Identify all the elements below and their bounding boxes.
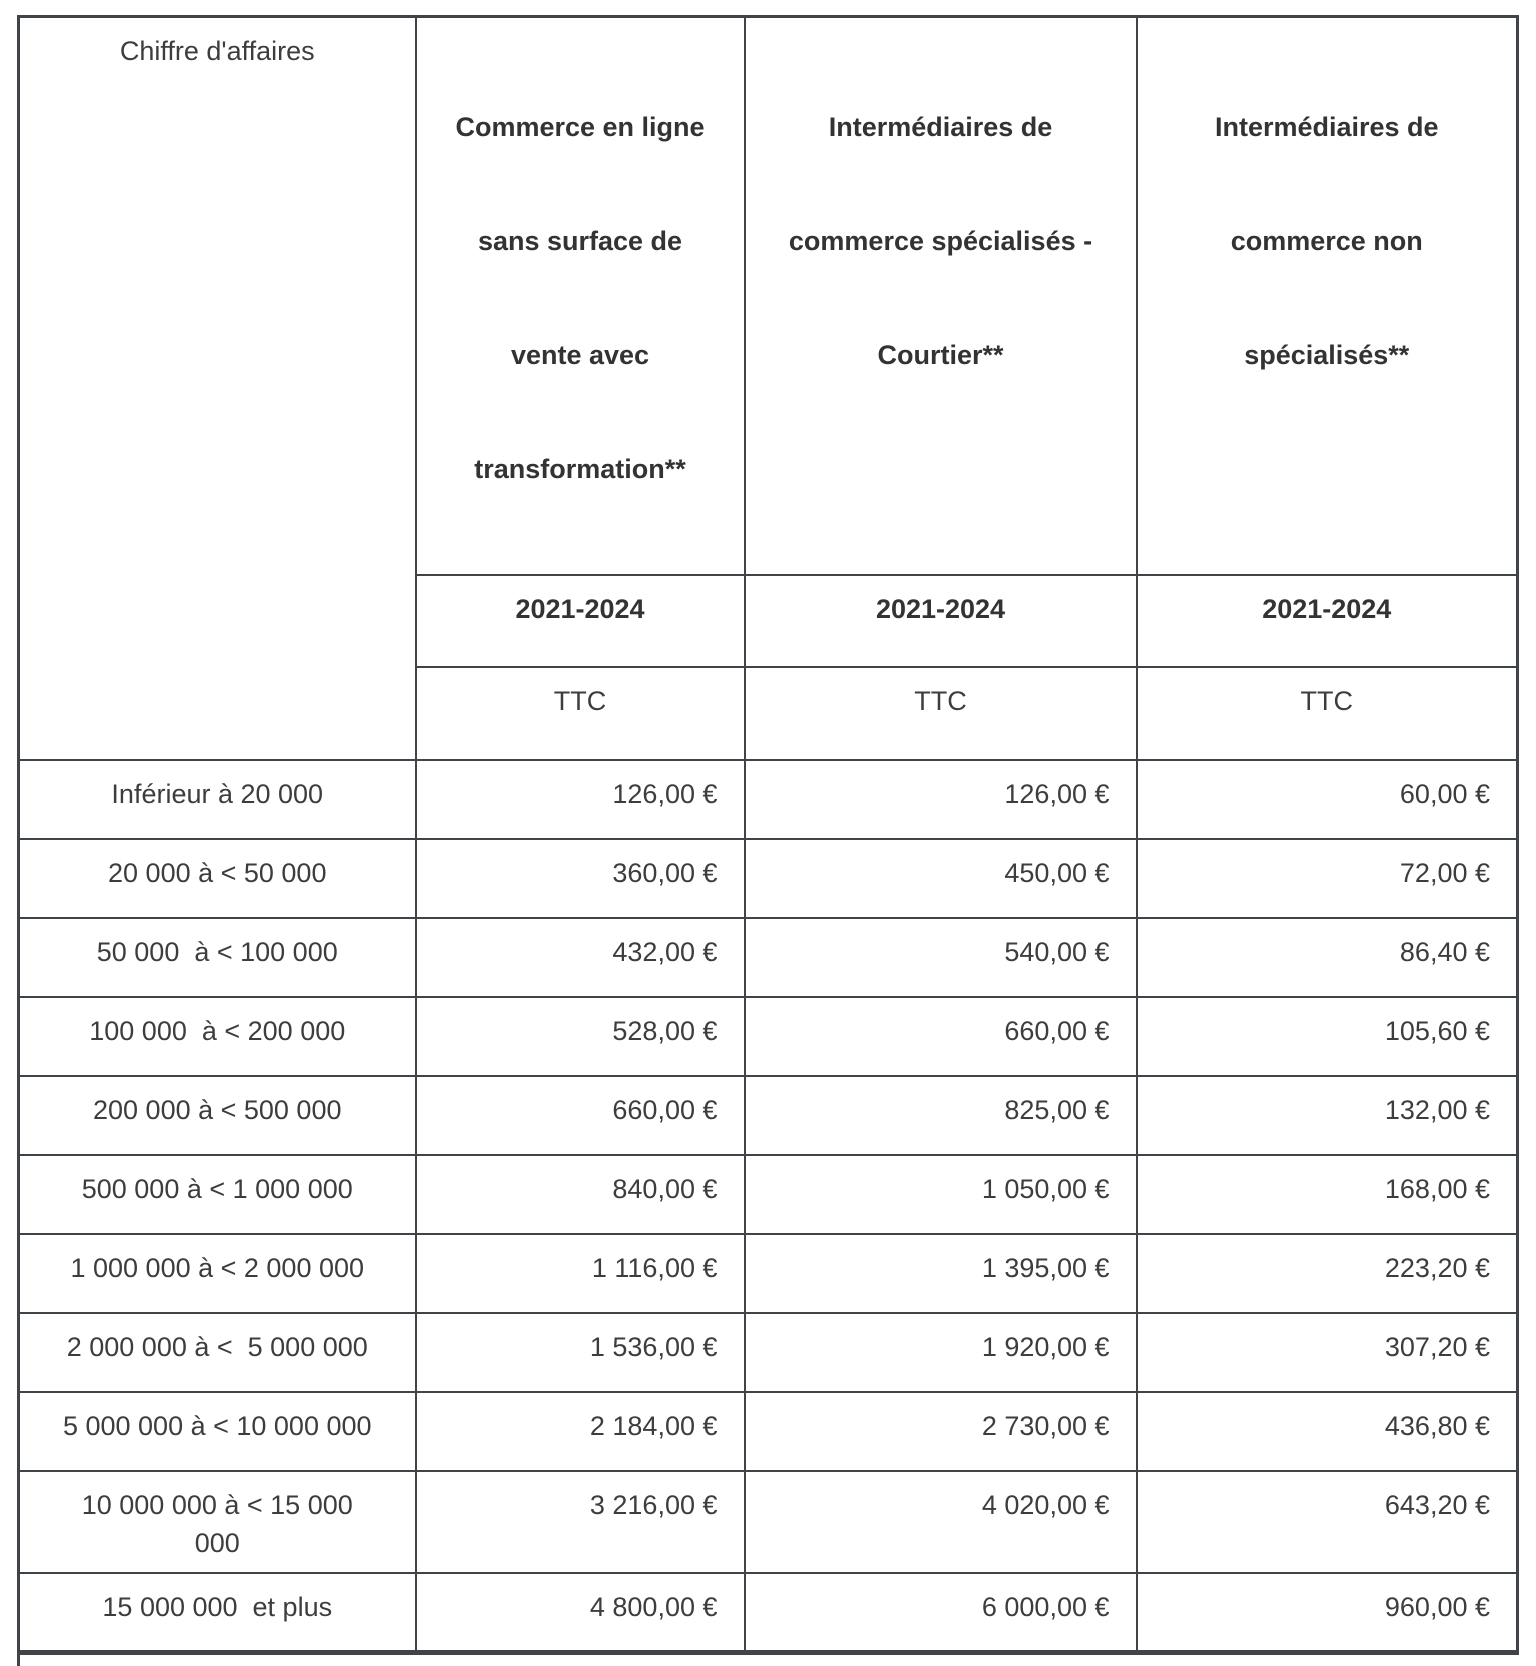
revenue-range-cell: 1 000 000 à < 2 000 000 (19, 1234, 416, 1313)
revenue-range-cell: 50 000 à < 100 000 (19, 918, 416, 997)
price-cell: 1 395,00 € (745, 1234, 1137, 1313)
table-row (19, 997, 1518, 1076)
corner-header-chiffre-daffaires: Chiffre d'affaires (19, 17, 416, 761)
revenue-range-cell: 200 000 à < 500 000 (19, 1076, 416, 1155)
price-cell: 960,00 € (1137, 1573, 1518, 1652)
price-cell: 72,00 € (1137, 839, 1518, 918)
price-cell: 1 920,00 € (745, 1313, 1137, 1392)
revenue-range-cell: 15 000 000 et plus (19, 1573, 416, 1652)
table-row (19, 1076, 1518, 1155)
price-cell: 840,00 € (416, 1155, 745, 1234)
title-line: commerce non (1230, 226, 1423, 256)
price-cell: 223,20 € (1137, 1234, 1518, 1313)
price-cell: 105,60 € (1137, 997, 1518, 1076)
price-cell: 1 536,00 € (416, 1313, 745, 1392)
period-cell: 2021-2024 (416, 575, 745, 667)
price-cell: 360,00 € (416, 839, 745, 918)
revenue-range-cell: Inférieur à 20 000 (19, 760, 416, 839)
title-line: spécialisés** (1244, 340, 1410, 370)
price-cell: 2 184,00 € (416, 1392, 745, 1471)
price-cell: 126,00 € (745, 760, 1137, 839)
price-cell: 450,00 € (745, 839, 1137, 918)
table-row (19, 1392, 1518, 1471)
tax-label-cell: TTC (745, 667, 1137, 760)
price-cell: 660,00 € (416, 1076, 745, 1155)
table-row (19, 760, 1518, 839)
price-cell: 643,20 € (1137, 1471, 1518, 1573)
revenue-range-cell: 5 000 000 à < 10 000 000 (19, 1392, 416, 1471)
price-cell: 660,00 € (745, 997, 1137, 1076)
price-cell: 2 730,00 € (745, 1392, 1137, 1471)
price-cell: 825,00 € (745, 1076, 1137, 1155)
title-line: Commerce en ligne (455, 112, 705, 142)
revenue-range-cell: 2 000 000 à < 5 000 000 (19, 1313, 416, 1392)
price-cell: 432,00 € (416, 918, 745, 997)
revenue-range-cell: 20 000 à < 50 000 (19, 839, 416, 918)
table-row (19, 1234, 1518, 1313)
revenue-range-cell: 500 000 à < 1 000 000 (19, 1155, 416, 1234)
table-row (19, 1313, 1518, 1392)
title-line: Courtier** (877, 340, 1004, 370)
column-header-intermediaires-specialises (745, 17, 1137, 576)
title-line: Intermédiaires de (828, 112, 1053, 142)
next-row-cutoff-fragment (17, 1655, 420, 1666)
title-line: Intermédiaires de (1214, 112, 1439, 142)
column-header-commerce-en-ligne (416, 17, 745, 576)
title-line: vente avec (510, 340, 650, 370)
price-cell: 307,20 € (1137, 1313, 1518, 1392)
table-row (19, 918, 1518, 997)
price-cell: 4 020,00 € (745, 1471, 1137, 1573)
tax-label-cell: TTC (1137, 667, 1518, 760)
price-cell: 6 000,00 € (745, 1573, 1137, 1652)
price-cell: 132,00 € (1137, 1076, 1518, 1155)
column-header-intermediaires-non-specialises (1137, 17, 1518, 576)
price-cell: 60,00 € (1137, 760, 1518, 839)
period-cell: 2021-2024 (1137, 575, 1518, 667)
table-row (19, 1471, 1518, 1573)
price-cell: 86,40 € (1137, 918, 1518, 997)
price-cell: 528,00 € (416, 997, 745, 1076)
revenue-range-cell: 100 000 à < 200 000 (19, 997, 416, 1076)
pricing-table (17, 15, 1519, 1655)
price-cell: 126,00 € (416, 760, 745, 839)
table-row (19, 1573, 1518, 1652)
revenue-range-cell: 10 000 000 à < 15 000 000 (19, 1471, 416, 1573)
price-cell: 436,80 € (1137, 1392, 1518, 1471)
header-row-categories (19, 17, 1518, 576)
price-cell: 1 050,00 € (745, 1155, 1137, 1234)
price-cell: 168,00 € (1137, 1155, 1518, 1234)
title-line: transformation** (474, 454, 686, 484)
price-cell: 1 116,00 € (416, 1234, 745, 1313)
title-line: commerce spécialisés - (788, 226, 1093, 256)
price-cell: 4 800,00 € (416, 1573, 745, 1652)
price-cell: 3 216,00 € (416, 1471, 745, 1573)
table-row (19, 1155, 1518, 1234)
period-cell: 2021-2024 (745, 575, 1137, 667)
title-line: sans surface de (477, 226, 683, 256)
table-row (19, 839, 1518, 918)
price-cell: 540,00 € (745, 918, 1137, 997)
tax-label-cell: TTC (416, 667, 745, 760)
pricing-table-container (17, 15, 1519, 1666)
